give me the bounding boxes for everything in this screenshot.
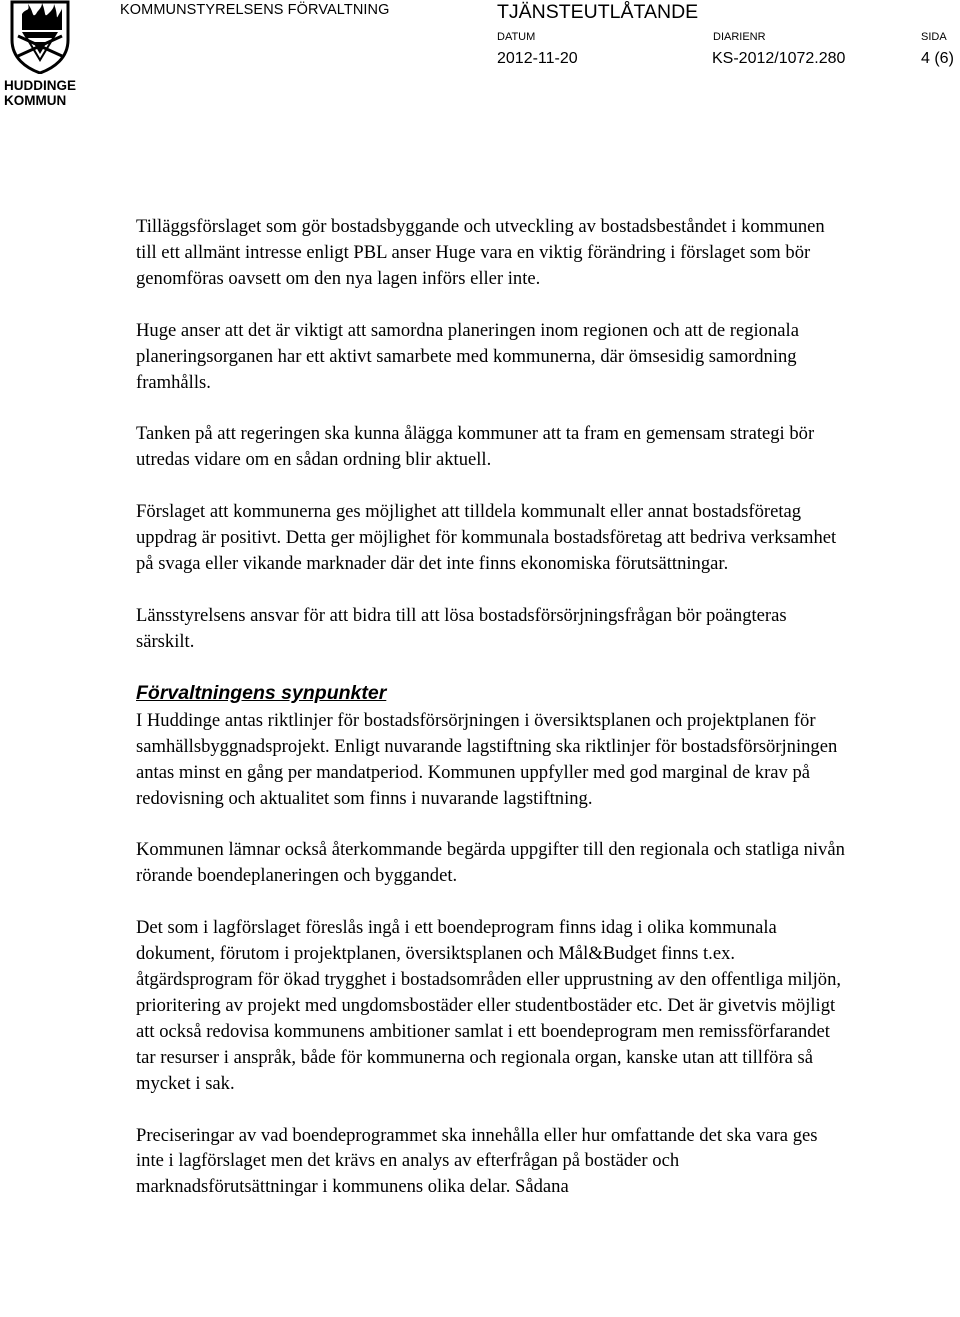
logo-text-line2: KOMMUN bbox=[4, 93, 67, 108]
document-type: TJÄNSTEUTLÅTANDE bbox=[497, 1, 699, 23]
diarienr-value: KS-2012/1072.280 bbox=[712, 50, 846, 67]
section-heading: Förvaltningens synpunkter bbox=[136, 681, 387, 704]
paragraph: I Huddinge antas riktlinjer för bostadsförsörjningen i översiktsplanen och projektplanen för samhällsbyggnadsprojekt. Enligt nuvarande lagstiftning ska riktlinjer för bostadsförsörjningen antas minst en gång per mandatperiod. Kommunen uppfyller med god marginal de krav på redovisning och aktualitet som finns i nuvarande lagstiftning. bbox=[136, 709, 838, 809]
page-label: SIDA bbox=[921, 31, 947, 43]
page-number: 4 (6) bbox=[921, 50, 954, 67]
organization-name: KOMMUNSTYRELSENS FÖRVALTNING bbox=[120, 2, 390, 18]
municipality-logo bbox=[4, 0, 76, 108]
diarienr-label: DIARIENR bbox=[713, 31, 766, 43]
paragraph: Länsstyrelsens ansvar för att bidra till att lösa bostadsförsörjningsfrågan bör poängteras särskilt. bbox=[136, 604, 787, 652]
document-body bbox=[136, 214, 848, 1226]
paragraph: Huge anser att det är viktigt att samordna planeringen inom regionen och att de regionala planeringsorganen har ett aktivt samarbete med kommunerna, där ömsesidig samordning framhålls. bbox=[136, 319, 799, 393]
paragraph: Tanken på att regeringen ska kunna ålägga kommuner att ta fram en gemensam strategi bör utredas vidare om en sådan ordning blir aktuell. bbox=[136, 423, 815, 471]
date-label: DATUM bbox=[497, 31, 536, 43]
logo-text-line1: HUDDINGE bbox=[4, 78, 77, 93]
paragraph: Tilläggsförslaget som gör bostadsbyggande och utveckling av bostadsbeståndet i kommunen till ett allmänt intresse enligt PBL anser Huge vara en viktig förändring i förslaget som bör genomföras oavsett om den nya lagen införs eller inte. bbox=[136, 216, 825, 289]
paragraph: Förslaget att kommunerna ges möjlighet att tilldela kommunalt eller annat bostadsföretag uppdrag är positivt. Detta ger möjlighet för kommunala bostadsföretag att bedriva verksamhet på svaga eller vikande marknader där det inte finns ekonomiska förutsättningar. bbox=[136, 501, 837, 575]
paragraph: Kommunen lämnar också återkommande begärda uppgifter till den regionala och statliga nivån rörande boendeplaneringen och byggandet. bbox=[136, 839, 845, 887]
paragraph: Preciseringar av vad boendeprogrammet ska innehålla eller hur omfattande det ska vara ges inte i lagförslaget men det krävs en analys av efterfrågan på bostäder och marknadsförutsättningar i kommunens olika delar. Sådana bbox=[136, 1124, 818, 1198]
logo-text bbox=[4, 78, 76, 108]
huddinge-coat-of-arms-icon bbox=[8, 0, 72, 74]
paragraph: Det som i lagförslaget föreslås ingå i ett boendeprogram finns idag i olika kommunala dokument, förutom i projektplanen, översiktsplanen och Mål&Budget finns t.ex. åtgärdsprogram för ökad trygghet i bostadsområden eller upprustning av den offentliga miljön, prioritering av projekt med ungdomsbostäder eller studentbostäder etc. Det är givetvis möjligt att också redovisa kommunens ambitioner samlat i ett boendeprogram men remissförfarandet tar resurser i anspråk, både för kommunerna och regionala organ, kanske utan att tillföra så mycket i sak. bbox=[136, 917, 842, 1094]
date-value: 2012-11-20 bbox=[497, 50, 578, 67]
